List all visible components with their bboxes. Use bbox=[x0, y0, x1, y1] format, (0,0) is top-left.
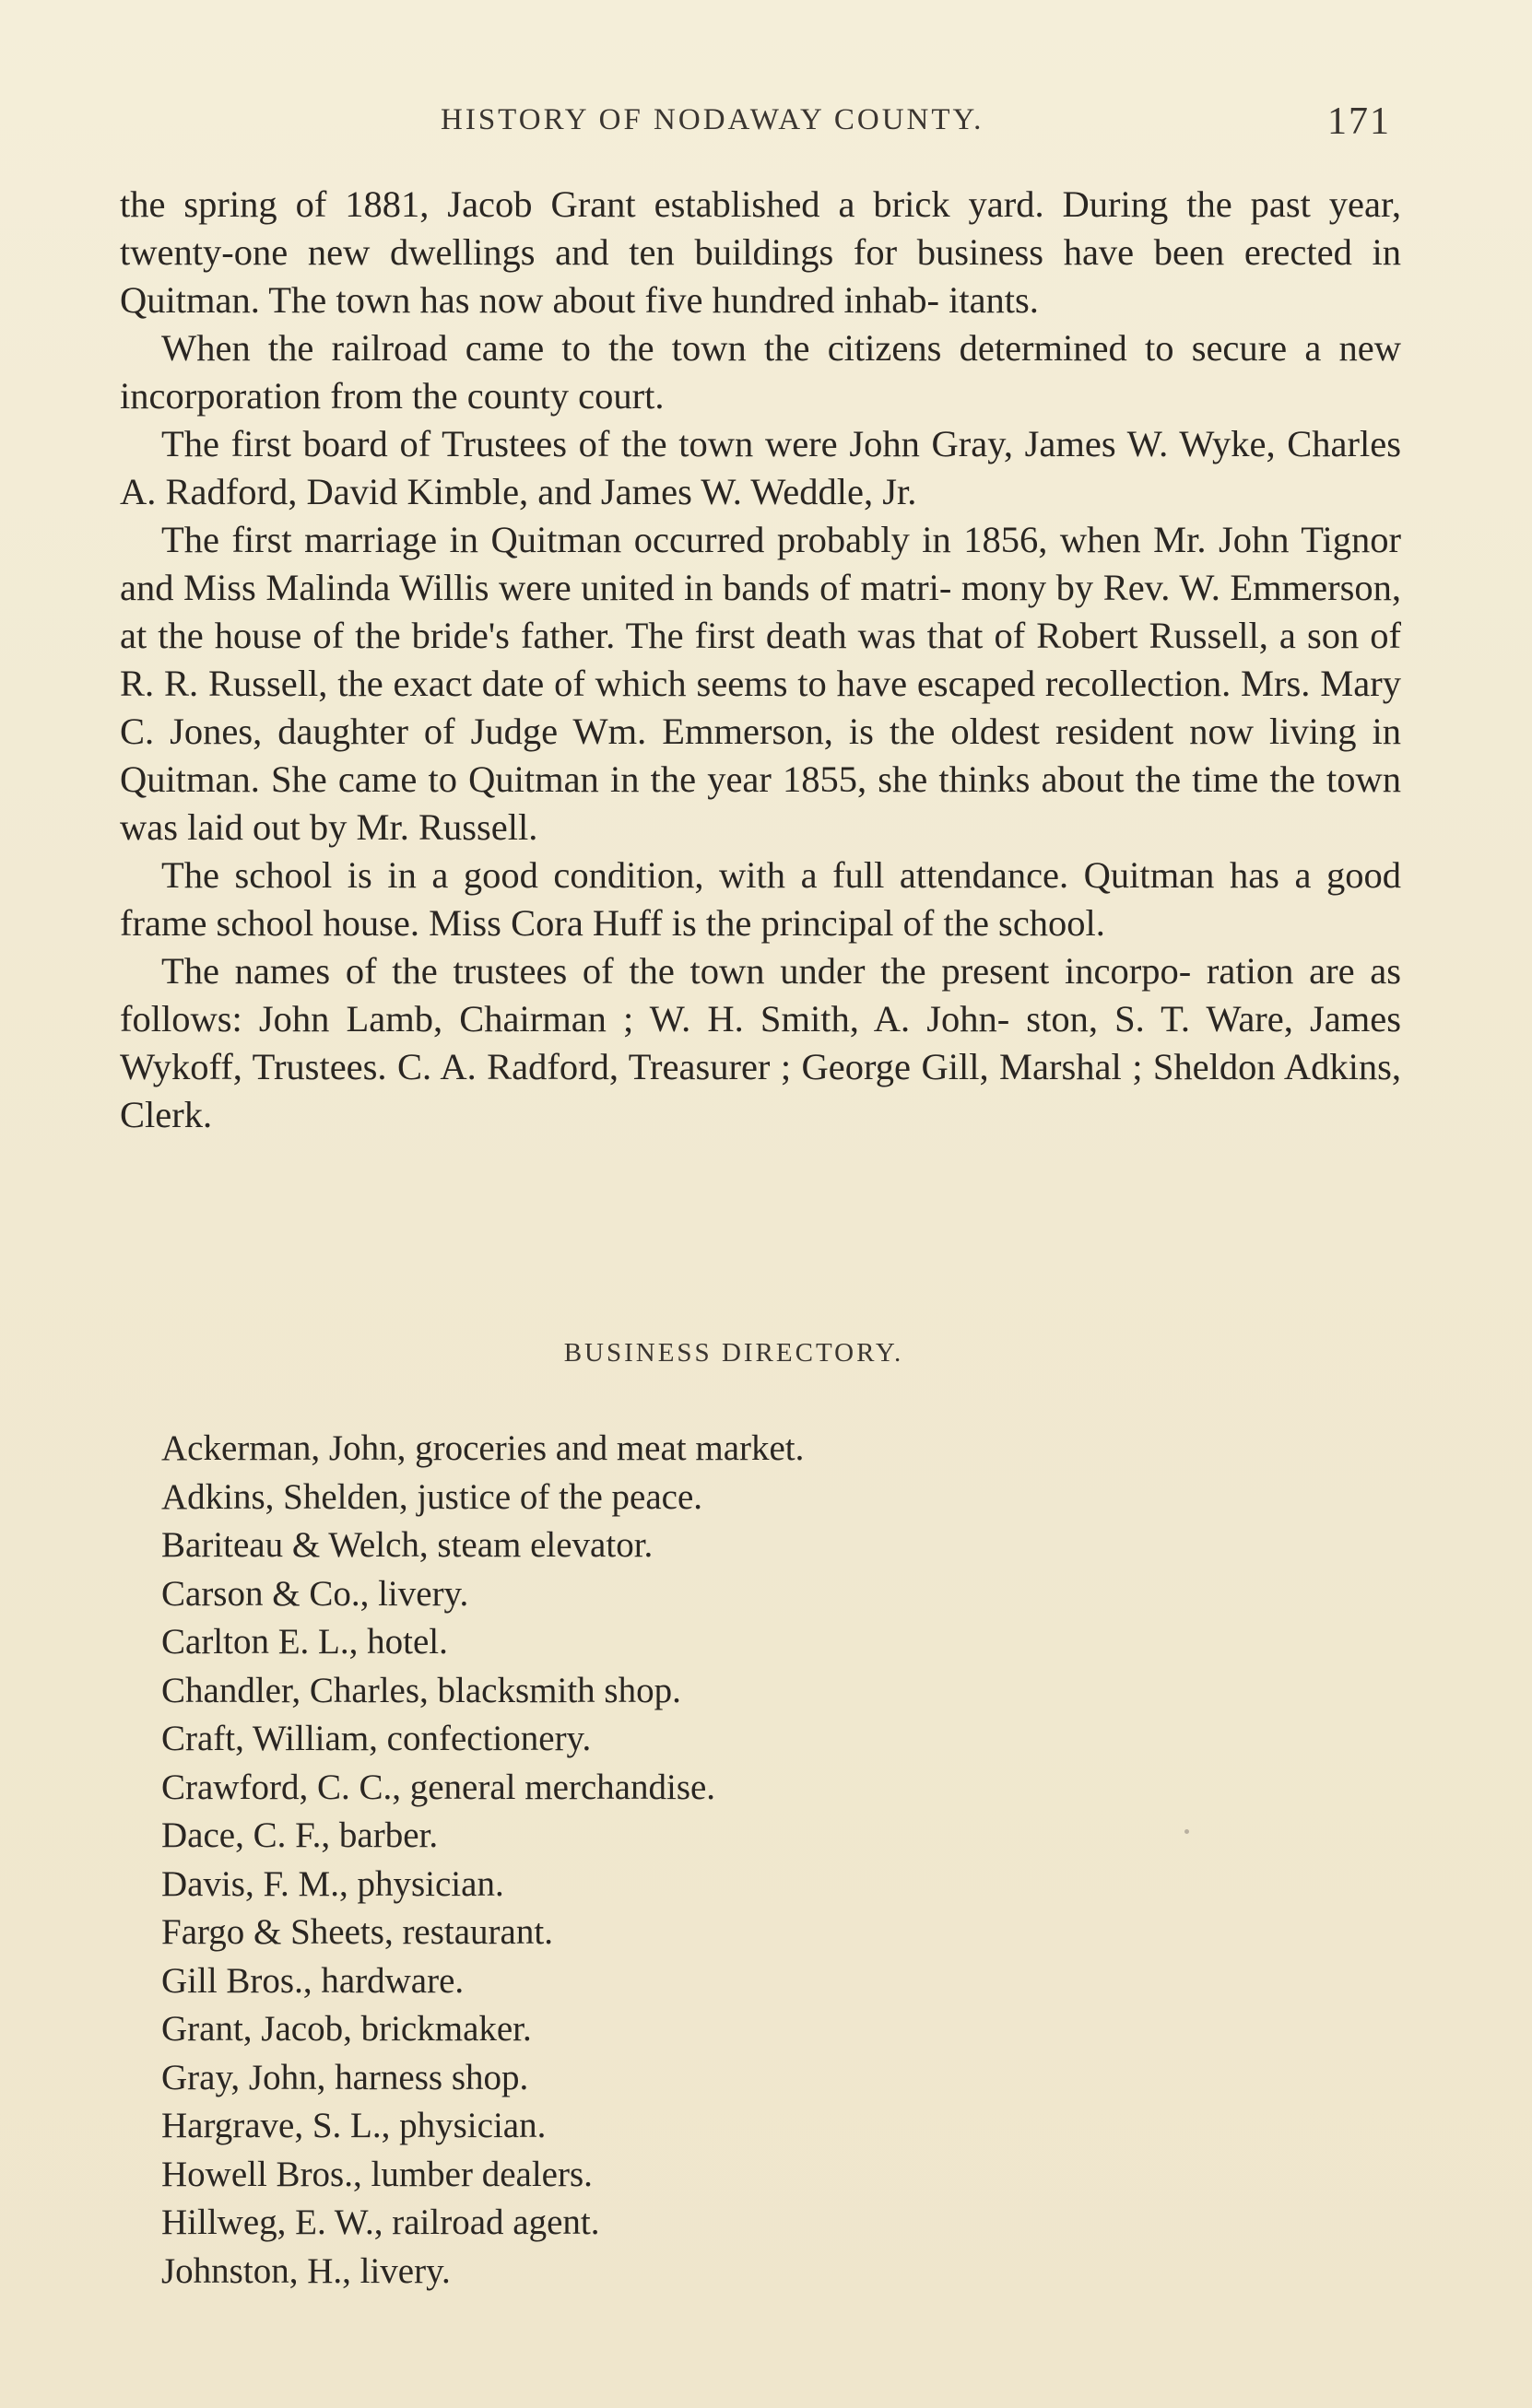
paragraph: When the railroad came to the town the citizens determined to secure a new incorporation from the county court. bbox=[120, 327, 1401, 417]
section-heading bbox=[0, 1338, 1532, 1368]
directory-entry: Hargrave, S. L., physician. bbox=[161, 2106, 547, 2145]
directory-entry: Adkins, Shelden, justice of the peace. bbox=[161, 1476, 702, 1517]
paragraph: The first board of Trustees of the town were John Gray, James W. Wyke, Charles A. Radford, David Kimble, and James W. Weddle, Jr. bbox=[120, 423, 1401, 512]
directory-entry: Hillweg, E. W., railroad agent. bbox=[161, 2202, 600, 2242]
directory-entry: Davis, F. M., physician. bbox=[161, 1863, 504, 1904]
directory-entry: Ackerman, John, groceries and meat market. bbox=[161, 1428, 805, 1468]
directory-entry: Crawford, C. C., general merchandise. bbox=[161, 1767, 716, 1807]
directory-entry: Fargo & Sheets, restaurant. bbox=[161, 1912, 553, 1952]
running-title: HISTORY OF NODAWAY COUNTY. bbox=[441, 103, 984, 136]
directory-entry: Gill Bros., hardware. bbox=[161, 1960, 465, 2001]
directory-entry: Gray, John, harness shop. bbox=[161, 2057, 529, 2097]
running-header bbox=[0, 100, 1532, 149]
paragraph: The first marriage in Quitman occurred probably in 1856, when Mr. John Tignor and Miss Malinda Willis were united in bands of matri- mony by Rev. W. Emmerson, at the house of the bride's father. The first death was that of Robert Russell, a son of R. R. Russell, the exact date of which seems to have escaped recollection. Mrs. Mary C. Jones, daughter of Judge Wm. Emmerson, is the oldest resident now living in Quitman. She came to Quitman in the year 1855, she thinks about the time the town was laid out by Mr. Russell. bbox=[120, 519, 1401, 848]
directory-entry: Chandler, Charles, blacksmith shop. bbox=[161, 1670, 681, 1710]
paragraph: The names of the trustees of the town under the present incorpo- ration are as follows: John Lamb, Chairman ; W. H. Smith, A. John- ston, S. T. Ware, James Wykoff, Trustees. C. A. Radford, Treasurer ; George Gill, Marshal ; Sheldon Adkins, Clerk. bbox=[120, 950, 1401, 1135]
business-directory-list bbox=[161, 1425, 1175, 2296]
paragraph: the spring of 1881, Jacob Grant established a brick yard. During the past year, twenty-one new dwellings and ten buildings for business have been erected in Quitman. The town has now about five hundred inhab- itants. bbox=[120, 183, 1401, 321]
directory-entry: Carlton E. L., hotel. bbox=[161, 1622, 448, 1662]
print-speck bbox=[1184, 1829, 1189, 1834]
directory-entry: Grant, Jacob, brickmaker. bbox=[161, 2009, 532, 2049]
body-text bbox=[120, 181, 1401, 1139]
directory-entry: Craft, William, confectionery. bbox=[161, 1719, 592, 1758]
paragraph: The school is in a good condition, with a full attendance. Quitman has a good frame school house. Miss Cora Huff is the principal of the school. bbox=[120, 854, 1401, 944]
section-heading-text: BUSINESS DIRECTORY. bbox=[563, 1338, 904, 1368]
directory-entry: Johnston, H., livery. bbox=[161, 2250, 451, 2291]
directory-entry: Dace, C. F., barber. bbox=[161, 1815, 439, 1855]
page-number: 171 bbox=[1327, 100, 1391, 143]
directory-entry: Bariteau & Welch, steam elevator. bbox=[161, 1525, 654, 1565]
directory-entry: Howell Bros., lumber dealers. bbox=[161, 2154, 593, 2194]
directory-entry: Carson & Co., livery. bbox=[161, 1573, 469, 1614]
